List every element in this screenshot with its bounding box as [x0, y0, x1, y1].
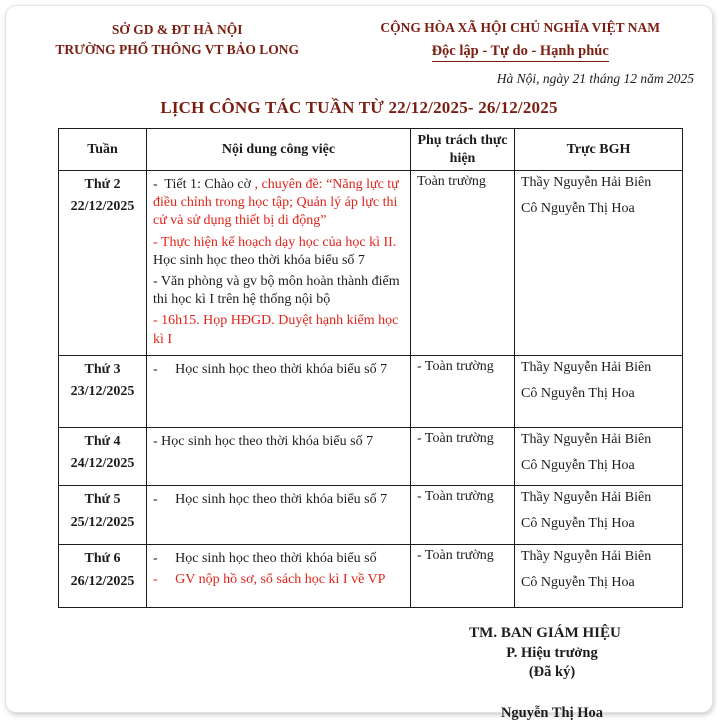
bgh-duty-name: Cô Nguyễn Thị Hoa — [521, 200, 635, 216]
document-title: LỊCH CÔNG TÁC TUẦN TỪ 22/12/2025- 26/12/2025 — [160, 98, 558, 117]
signature-block — [380, 624, 710, 722]
day-label: Thứ 6 — [84, 551, 121, 567]
table-row — [59, 427, 683, 486]
signature-signed-line: (Đã ký) — [528, 663, 576, 680]
content-segment: - Học sinh học theo thời khóa biểu số — [153, 551, 377, 567]
content-paragraph — [153, 571, 404, 589]
content-paragraph — [153, 361, 404, 379]
bgh-duty-name: Thầy Nguyễn Hải Biên — [521, 359, 652, 375]
day-cell — [59, 427, 147, 486]
date-label: 26/12/2025 — [70, 573, 135, 589]
day-cell — [59, 545, 147, 608]
signature-authority-line: TM. BAN GIÁM HIỆU — [469, 625, 621, 642]
content-paragraph — [153, 550, 404, 568]
document-page — [6, 6, 712, 722]
content-paragraph — [153, 491, 404, 509]
incharge-cell: Toàn trường — [411, 171, 515, 356]
day-cell — [59, 171, 147, 356]
org-name-line2: TRƯỜNG PHỔ THÔNG VT BẢO LONG — [55, 41, 300, 57]
bgh-cell — [515, 427, 683, 486]
bgh-duty-name: Cô Nguyễn Thị Hoa — [521, 385, 635, 401]
column-header-content: Nội dung công việc — [147, 129, 411, 171]
date-label: 22/12/2025 — [70, 199, 135, 215]
date-label: 25/12/2025 — [70, 514, 135, 530]
schedule-table — [58, 128, 683, 608]
bgh-duty-name: Thầy Nguyễn Hải Biên — [521, 175, 652, 190]
table-header-row — [59, 129, 683, 171]
date-label: 24/12/2025 — [70, 456, 135, 472]
bgh-duty-name: Thầy Nguyễn Hải Biên — [521, 431, 652, 447]
signature-signer-name: Nguyễn Thị Hoa — [500, 705, 604, 722]
org-header-block — [16, 20, 338, 59]
bgh-cell — [515, 545, 683, 608]
content-segment: - Học sinh học theo thời khóa biểu số 7 — [153, 433, 374, 449]
incharge-cell: - Toàn trường — [411, 355, 515, 427]
bgh-duty-name: Thầy Nguyễn Hải Biên — [521, 490, 652, 506]
bgh-cell — [515, 355, 683, 427]
content-segment: - Học sinh học theo thời khóa biểu số 7 — [153, 492, 388, 508]
document-header — [16, 20, 702, 87]
bgh-duty-name: Cô Nguyễn Thị Hoa — [521, 457, 635, 473]
table-row — [59, 355, 683, 427]
incharge-cell: - Toàn trường — [411, 486, 515, 545]
bgh-duty-name: Cô Nguyễn Thị Hoa — [521, 516, 635, 532]
incharge-cell: - Toàn trường — [411, 427, 515, 486]
national-header-block — [338, 20, 702, 87]
content-segment: - Thực hiện kế hoạch dạy học của học kì II. — [153, 234, 400, 250]
content-segment: Học sinh học theo thời khóa biểu số 7 — [153, 252, 365, 268]
national-motto-line1: CỘNG HÒA XÃ HỘI CHỦ NGHĨA VIỆT NAM — [380, 20, 661, 35]
bgh-duty-name: Thầy Nguyễn Hải Biên — [521, 549, 652, 565]
signature-role-line: P. Hiệu trưởng — [506, 644, 598, 661]
day-label: Thứ 3 — [84, 361, 121, 377]
content-cell — [147, 355, 411, 427]
day-label: Thứ 4 — [84, 433, 121, 449]
date-label: 23/12/2025 — [70, 384, 135, 400]
content-cell — [147, 486, 411, 545]
content-cell — [147, 545, 411, 608]
day-cell — [59, 486, 147, 545]
place-date-line: Hà Nội, ngày 21 tháng 12 năm 2025 — [496, 71, 694, 86]
content-cell — [147, 171, 411, 356]
content-segment: - Văn phòng và gv bộ môn hoàn thành điểm thi học kì I trên hệ thống nội bộ — [153, 273, 404, 308]
content-segment: - GV nộp hồ sơ, sổ sách học kì I về VP — [153, 572, 386, 588]
content-segment: - Học sinh học theo thời khóa biểu số 7 — [153, 361, 388, 377]
content-paragraph — [153, 176, 404, 231]
table-row — [59, 545, 683, 608]
bgh-duty-name: Cô Nguyễn Thị Hoa — [521, 575, 635, 591]
day-label: Thứ 5 — [84, 492, 121, 508]
column-header-week: Tuần — [59, 129, 147, 171]
column-header-bgh: Trực BGH — [515, 129, 683, 171]
content-paragraph — [153, 433, 404, 451]
table-row — [59, 486, 683, 545]
national-motto-line2: Độc lập - Tự do - Hạnh phúc — [432, 43, 609, 62]
incharge-cell: - Toàn trường — [411, 545, 515, 608]
schedule-table-body — [59, 171, 683, 608]
column-header-incharge: Phụ trách thực hiện — [411, 129, 515, 171]
content-paragraph — [153, 273, 404, 309]
day-label: Thứ 2 — [84, 177, 121, 192]
org-name-line1: SỞ GD & ĐT HÀ NỘI — [111, 22, 243, 37]
content-paragraph — [153, 312, 404, 348]
content-segment: - 16h15. Họp HĐGD. Duyệt hạnh kiểm học kì I — [153, 313, 402, 347]
table-row — [59, 171, 683, 356]
content-segment: , chuyên đề: “Năng lực tự điều chỉnh trong học tập; Quản lý áp lực thi cử và sử dụng thiết bị di động” — [153, 177, 403, 229]
content-cell — [147, 427, 411, 486]
content-paragraph — [153, 234, 404, 270]
content-segment: - Tiết 1: Chào cờ — [153, 177, 255, 192]
bgh-cell — [515, 486, 683, 545]
day-cell — [59, 355, 147, 427]
bgh-cell — [515, 171, 683, 356]
